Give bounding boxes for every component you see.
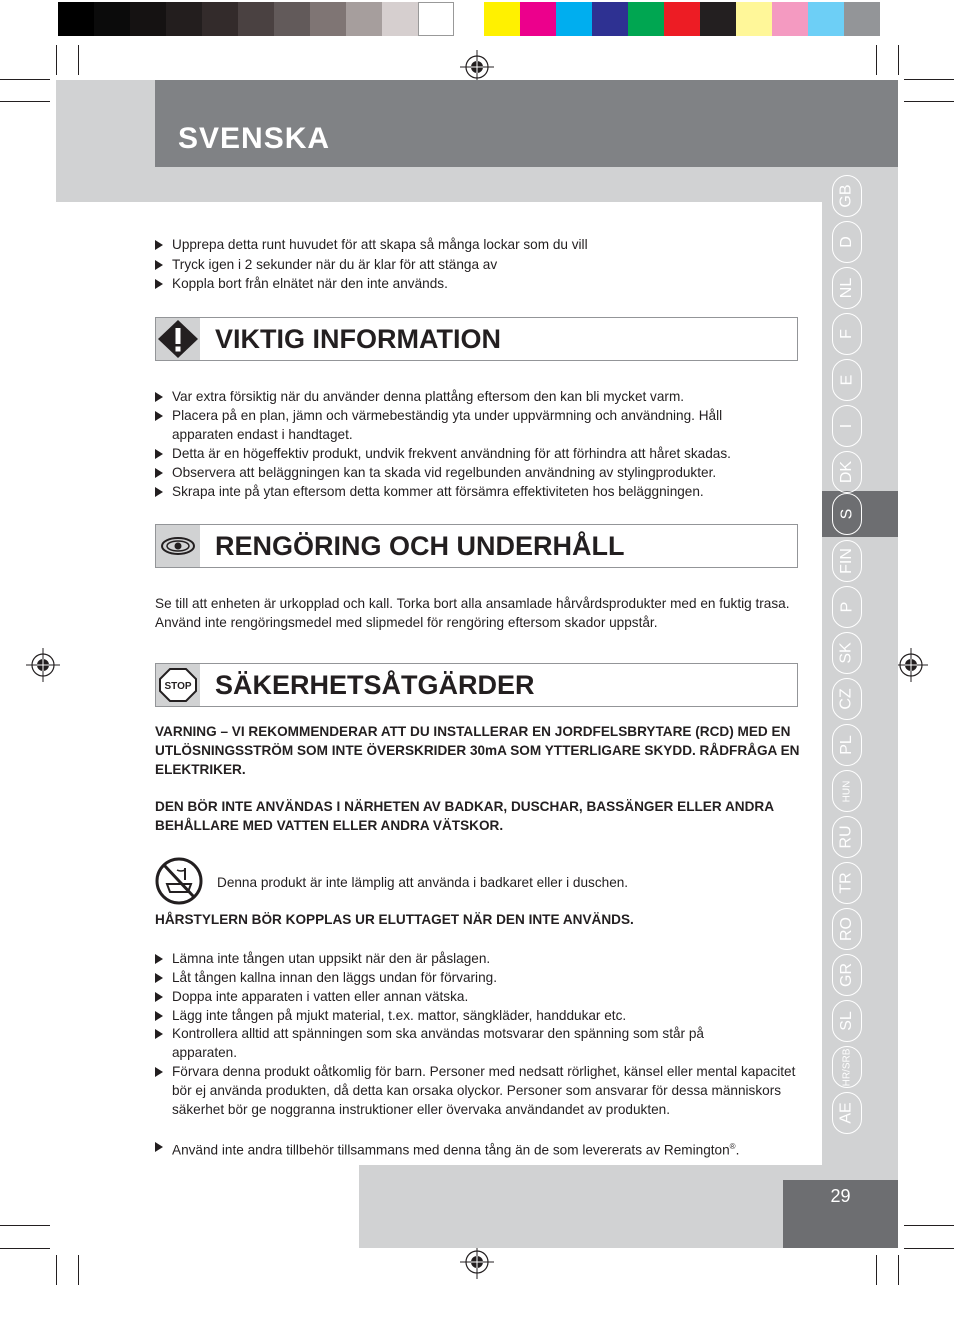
- list-item: Lämna inte tången utan uppsikt när den är påslagen.: [155, 949, 490, 968]
- lang-tab-ro[interactable]: RO: [832, 908, 862, 950]
- lang-tab-hr-srb[interactable]: HR/SRB: [832, 1046, 862, 1088]
- bullet-arrow-icon: [155, 1029, 163, 1039]
- bullet-arrow-icon: [155, 1067, 163, 1077]
- list-item: Förvara denna produkt oåtkomlig för barn. Personer med nedsatt rörlighet, känsel eller mental kapacitet bör ej använda produkten, då detta kan orsaka olyckor. Personer som ansvarar för dessa människors säkerhet bör ge noggranna instruktioner eller övervaka användandet av produkten.: [155, 1062, 800, 1119]
- cleaning-text: Se till att enheten är urkopplad och kall. Torka bort alla ansamlade hårvårdsprodukter med en fuktig trasa. Använd inte rengöringsmedel med slipmedel för rengöring eftersom skador uppstår.: [155, 596, 790, 630]
- registration-mark-bottom: [460, 1245, 494, 1279]
- lang-tab-tr[interactable]: TR: [832, 862, 862, 904]
- page-title: SVENSKA: [178, 122, 331, 155]
- list-item: Låt tången kallna innan den läggs undan för förvaring.: [155, 968, 497, 987]
- registration-mark-right: [894, 648, 928, 682]
- warning-water: DEN BÖR INTE ANVÄNDAS I NÄRHETEN AV BADKAR, DUSCHAR, BASSÄNGER ELLER ANDRA BEHÅLLARE MED VATTEN ELLER ANDRA VÄTSKOR.: [155, 799, 774, 833]
- bullet-arrow-icon: [155, 1011, 163, 1021]
- lang-tab-gr[interactable]: GR: [832, 954, 862, 996]
- lang-tab-e[interactable]: E: [832, 359, 862, 401]
- list-item: Använd inte andra tillbehör tillsammans med denna tång än de som levererats av Remington®.: [155, 1137, 739, 1160]
- list-item: Upprepa detta runt huvudet för att skapa så många lockar som du vill: [155, 235, 588, 254]
- section-title: VIKTIG INFORMATION: [215, 324, 501, 354]
- warning-rcd: VARNING – VI REKOMMENDERAR ATT DU INSTALLERAR EN JORDFELSBRYTARE (RCD) MED EN UTLÖSNINGSSTRÖM SOM INTE ÖVERSKRIDER 30mA SOM YTTERLIGARE SKYDD. RÅDFRÅGA EN ELEKTRIKER.: [155, 724, 800, 777]
- header-side-panel: [56, 80, 156, 202]
- list-item: Lägg inte tången på mjukt material, t.ex. mattor, sängkläder, handdukar etc.: [155, 1006, 626, 1025]
- bullet-arrow-icon: [155, 411, 163, 421]
- section-title: RENGÖRING OCH UNDERHÅLL: [215, 531, 625, 561]
- page-number: 29: [830, 1186, 851, 1206]
- list-item: Doppa inte apparaten i vatten eller annan vätska.: [155, 987, 468, 1006]
- lang-tab-s[interactable]: S: [832, 493, 862, 535]
- stop-sign-icon: [156, 664, 200, 706]
- bullet-arrow-icon: [155, 392, 163, 402]
- print-color-bar: [58, 0, 898, 38]
- header-under-panel: [155, 167, 898, 202]
- list-item: Kontrollera alltid att spänningen som ska användas motsvarar den spänning som står på apparaten.: [155, 1024, 765, 1062]
- list-item: Skrapa inte på ytan eftersom detta kommer att försämra effektiviteten hos beläggningen.: [155, 482, 704, 501]
- no-bath-icon: [155, 856, 205, 906]
- eye-icon: [156, 525, 200, 567]
- section-header-safety: [155, 663, 798, 707]
- list-item: Tryck igen i 2 sekunder när du är klar för att stänga av: [155, 255, 497, 274]
- bullet-arrow-icon: [155, 973, 163, 983]
- bullet-arrow-icon: [155, 279, 163, 289]
- list-item: Placera på en plan, jämn och värmebeständig yta under uppvärmning och användning. Håll apparaten endast i handtaget.: [155, 406, 775, 444]
- lang-tab-i[interactable]: I: [832, 405, 862, 447]
- bullet-arrow-icon: [155, 954, 163, 964]
- bullet-arrow-icon: [155, 240, 163, 250]
- lang-tab-p[interactable]: P: [832, 586, 862, 628]
- section-header-cleaning: [155, 524, 798, 568]
- stop-sign-label: STOP: [164, 681, 192, 692]
- lang-tab-gb[interactable]: GB: [832, 175, 862, 217]
- lang-tab-d[interactable]: D: [832, 221, 862, 263]
- list-item: Var extra försiktig när du använder denna plattång eftersom den kan bli mycket varm.: [155, 387, 684, 406]
- lang-tab-sl[interactable]: SL: [832, 1000, 862, 1042]
- section-title: SÄKERHETSÅTGÄRDER: [215, 670, 535, 700]
- warning-unplug: HÅRSTYLERN BÖR KOPPLAS UR ELUTTAGET NÄR DEN INTE ANVÄNDS.: [155, 912, 634, 927]
- list-item: Observera att beläggningen kan ta skada vid regelbunden användning av stylingprodukter.: [155, 463, 716, 482]
- bullet-arrow-icon: [155, 449, 163, 459]
- lang-tab-nl[interactable]: NL: [832, 267, 862, 309]
- section-header-important: [155, 317, 798, 361]
- lang-tab-dk[interactable]: DK: [832, 451, 862, 493]
- list-item: Detta är en högeffektiv produkt, undvik frekvent användning för att förhindra att håret skadas.: [155, 444, 731, 463]
- lang-tab-ae[interactable]: AE: [832, 1092, 862, 1134]
- registration-mark-top: [460, 50, 494, 84]
- bullet-arrow-icon: [155, 1142, 163, 1152]
- bullet-arrow-icon: [155, 992, 163, 1002]
- lang-tab-cz[interactable]: CZ: [832, 678, 862, 720]
- registration-mark-left: [26, 648, 60, 682]
- lang-tab-ru[interactable]: RU: [832, 816, 862, 858]
- lang-tab-pl[interactable]: PL: [832, 724, 862, 766]
- warning-icon: [156, 318, 200, 360]
- lang-tab-hun[interactable]: HUN: [832, 770, 862, 812]
- bullet-arrow-icon: [155, 260, 163, 270]
- lang-tab-sk[interactable]: SK: [832, 632, 862, 674]
- bath-note: Denna produkt är inte lämplig att använda i badkaret eller i duschen.: [217, 875, 629, 890]
- bullet-arrow-icon: [155, 468, 163, 478]
- list-item: Koppla bort från elnätet när den inte används.: [155, 274, 448, 293]
- lang-tab-fin[interactable]: FIN: [832, 540, 862, 582]
- lang-tab-f[interactable]: F: [832, 313, 862, 355]
- bullet-arrow-icon: [155, 487, 163, 497]
